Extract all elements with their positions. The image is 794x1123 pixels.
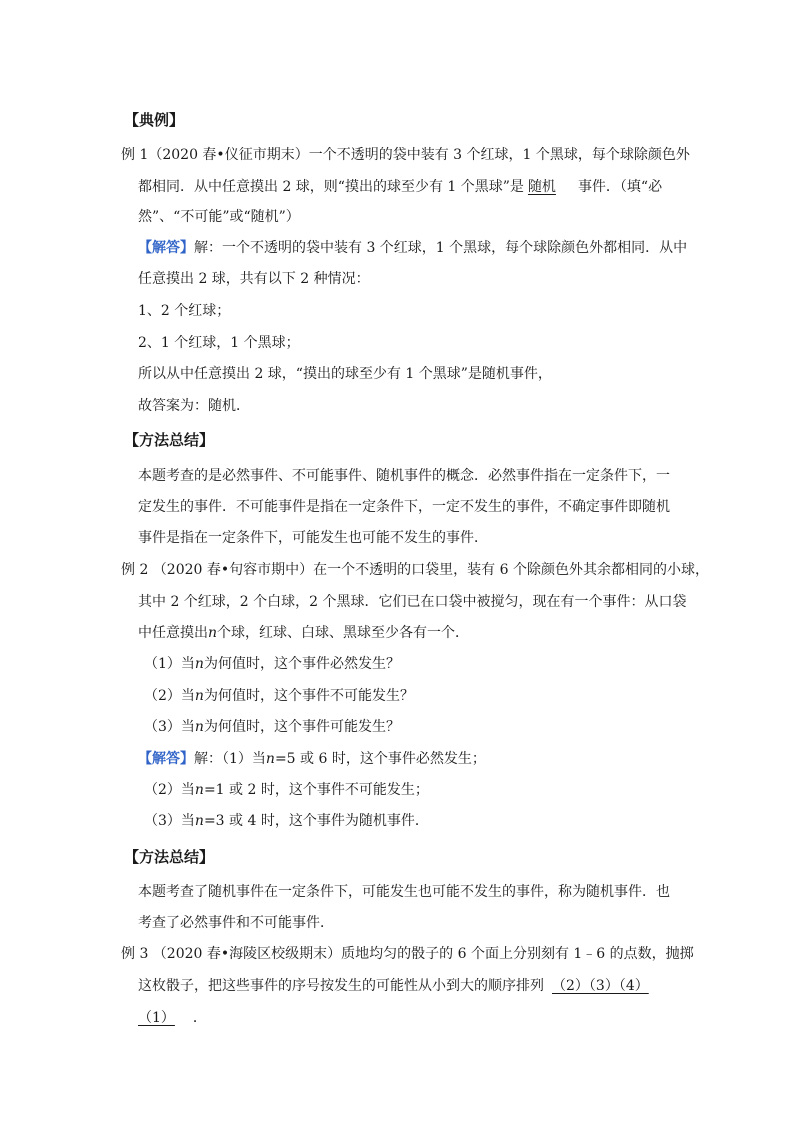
- example-3-question-line-3: [138, 1008, 207, 1028]
- question-text-tail: 个球，红球、白球、黑球至少各有一个．: [217, 625, 470, 641]
- example-1-solution-line-3: 1、2 个红球；: [138, 303, 231, 319]
- solution-text: 解：一个不透明的袋中装有 3 个红球，1 个黑球，每个球除颜色外都相同．从中: [194, 240, 688, 256]
- example-1-answer-blank: 随机: [527, 179, 556, 195]
- example-3-question-line-1: 例 3 （2020 春•海陵区校级期末）质地均匀的骰子的 6 个面上分别刻有 1﹣6 的点数，抛掷: [121, 946, 694, 962]
- variable-n: n: [194, 688, 204, 704]
- subquestion-prefix: （2）当: [144, 688, 195, 704]
- example-2-solution-line-3: [144, 811, 429, 831]
- example-3-question-line-2: [138, 976, 653, 996]
- variable-n: n: [194, 782, 204, 798]
- example-1-question-text: 都相同．从中任意摸出 2 球，则“摸出的球至少有 1 个黑球”是: [138, 179, 524, 195]
- example-1-solution-line-5: 所以从中任意摸出 2 球，“摸出的球至少有 1 个黑球”是随机事件，: [138, 366, 552, 382]
- solution-label: 【解答】: [138, 751, 194, 767]
- solution-prefix: （2）当: [144, 782, 195, 798]
- example-1-question-line-3: 然”、“不可能”或“随机”）: [138, 209, 300, 225]
- example-2-solution-line-1: [138, 749, 486, 769]
- subquestion-prefix: （1）当: [144, 656, 195, 672]
- method-summary-1-line-2: 定发生的事件．不可能事件是指在一定条件下，一定不发生的事件，不确定事件即随机: [138, 499, 670, 515]
- variable-n: n: [208, 625, 218, 641]
- solution-text: =5 或 6 时，这个事件必然发生；: [274, 751, 486, 767]
- example-2-subquestion-2: [144, 686, 414, 706]
- method-summary-1-line-3: 事件是指在一定条件下，可能发生也可能不发生的事件．: [138, 530, 488, 546]
- example-1-solution-line-4: 2、1 个红球，1 个黑球；: [138, 335, 300, 351]
- variable-n: n: [194, 813, 204, 829]
- example-3-answer-blank: （2）（3）（4）: [552, 978, 649, 994]
- subquestion-text: 为何值时，这个事件不可能发生？: [203, 688, 414, 704]
- example-2-question-line-3: [138, 623, 469, 643]
- method-summary-2-line-1: 本题考查了随机事件在一定条件下，可能发生也可能不发生的事件，称为随机事件．也: [138, 884, 670, 900]
- subquestion-text: 为何值时，这个事件必然发生？: [203, 656, 400, 672]
- example-1-question-line-2: [138, 177, 662, 197]
- example-2-question-line-1: 例 2 （2020 春•句容市期中）在一个不透明的口袋里，装有 6 个除颜色外其余都相同的小球，: [121, 562, 709, 578]
- example-3-answer-blank-continued: （1）: [138, 1010, 175, 1026]
- method-summary-heading-1: 【方法总结】: [124, 431, 215, 449]
- example-2-subquestion-1: [144, 654, 400, 674]
- solution-label: 【解答】: [138, 240, 194, 256]
- method-summary-1-line-1: 本题考查的是必然事件、不可能事件、随机事件的概念．必然事件指在一定条件下，一: [138, 468, 670, 484]
- method-summary-heading-2: 【方法总结】: [124, 848, 215, 866]
- subquestion-prefix: （3）当: [144, 719, 195, 735]
- variable-n: n: [265, 751, 275, 767]
- solution-text: =3 或 4 时，这个事件为随机事件．: [203, 813, 429, 829]
- example-2-solution-line-2: [144, 780, 429, 800]
- solution-prefix: 解：（1）当: [194, 751, 266, 767]
- solution-text: =1 或 2 时，这个事件不可能发生；: [203, 782, 429, 798]
- question-text: 这枚骰子，把这些事件的序号按发生的可能性从小到大的顺序排列: [138, 978, 544, 994]
- question-text: 中任意摸出: [138, 625, 208, 641]
- example-2-question-line-2: 其中 2 个红球，2 个白球，2 个黑球．它们已在口袋中被搅匀，现在有一个事件：从口袋: [138, 594, 687, 610]
- question-end-period: ．: [192, 1010, 207, 1026]
- method-summary-2-line-2: 考查了必然事件和不可能事件．: [138, 915, 334, 931]
- subquestion-text: 为何值时，这个事件可能发生？: [203, 719, 400, 735]
- variable-n: n: [194, 656, 204, 672]
- example-1-solution-line-1: [138, 238, 687, 258]
- example-1-solution-line-6: 故答案为：随机．: [138, 398, 250, 414]
- example-1-question-text-tail: 事件．（填“必: [577, 179, 663, 195]
- solution-prefix: （3）当: [144, 813, 195, 829]
- example-1-question-line-1: 例 1（2020 春•仪征市期末）一个不透明的袋中装有 3 个红球，1 个黑球，每个球除颜色外: [121, 147, 690, 163]
- example-2-subquestion-3: [144, 717, 400, 737]
- example-1-solution-line-2: 任意摸出 2 球，共有以下 2 种情况：: [138, 271, 370, 287]
- section-example-heading: 【典例】: [124, 111, 185, 129]
- variable-n: n: [194, 719, 204, 735]
